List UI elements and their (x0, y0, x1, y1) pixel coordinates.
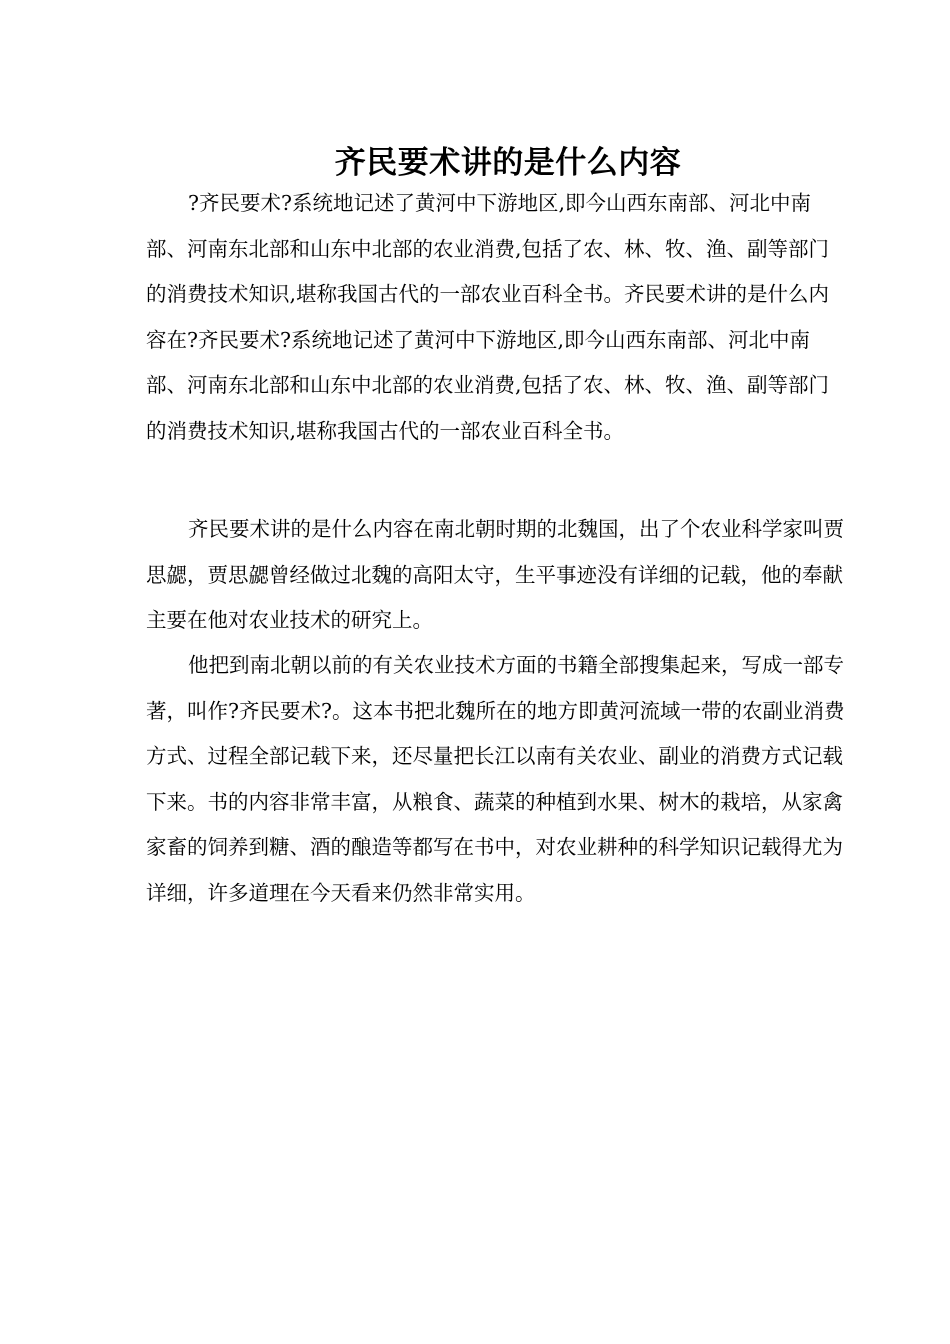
paragraph-2: 齐民要术讲的是什么内容在南北朝时期的北魏国，出了个农业科学家叫贾思勰，贾思勰曾经做过北魏的高阳太守，生平事迹没有详细的记载，他的奉献主要在他对农业技术的研究上。 (146, 517, 844, 632)
page-title: 齐民要术讲的是什么内容 (334, 144, 682, 181)
paragraph-1: ?齐民要术?系统地记述了黄河中下游地区,即今山西东南部、河北中南部、河南东北部和山东中北部的农业消费,包括了农、林、牧、渔、副等部门的消费技术知识,堪称我国古代的一部农业百科全书。齐民要术讲的是什么内容在?齐民要术?系统地记述了黄河中下游地区,即今山西东南部、河北中南部、河南东北部和山东中北部的农业消费,包括了农、林、牧、渔、副等部门的消费技术知识,堪称我国古代的一部农业百科全书。 (146, 191, 830, 443)
paragraph-3: 他把到南北朝以前的有关农业技术方面的书籍全部搜集起来，写成一部专著，叫作?齐民要术?。这本书把北魏所在的地方即黄河流域一带的农副业消费方式、过程全部记载下来，还尽量把长江以南有关农业、副业的消费方式记载下来。书的内容非常丰富，从粮食、蔬菜的种植到水果、树木的栽培，从家禽家畜的饲养到糖、酒的酿造等都写在书中，对农业耕种的科学知识记载得尤为详细，许多道理在今天看来仍然非常实用。 (146, 653, 845, 905)
